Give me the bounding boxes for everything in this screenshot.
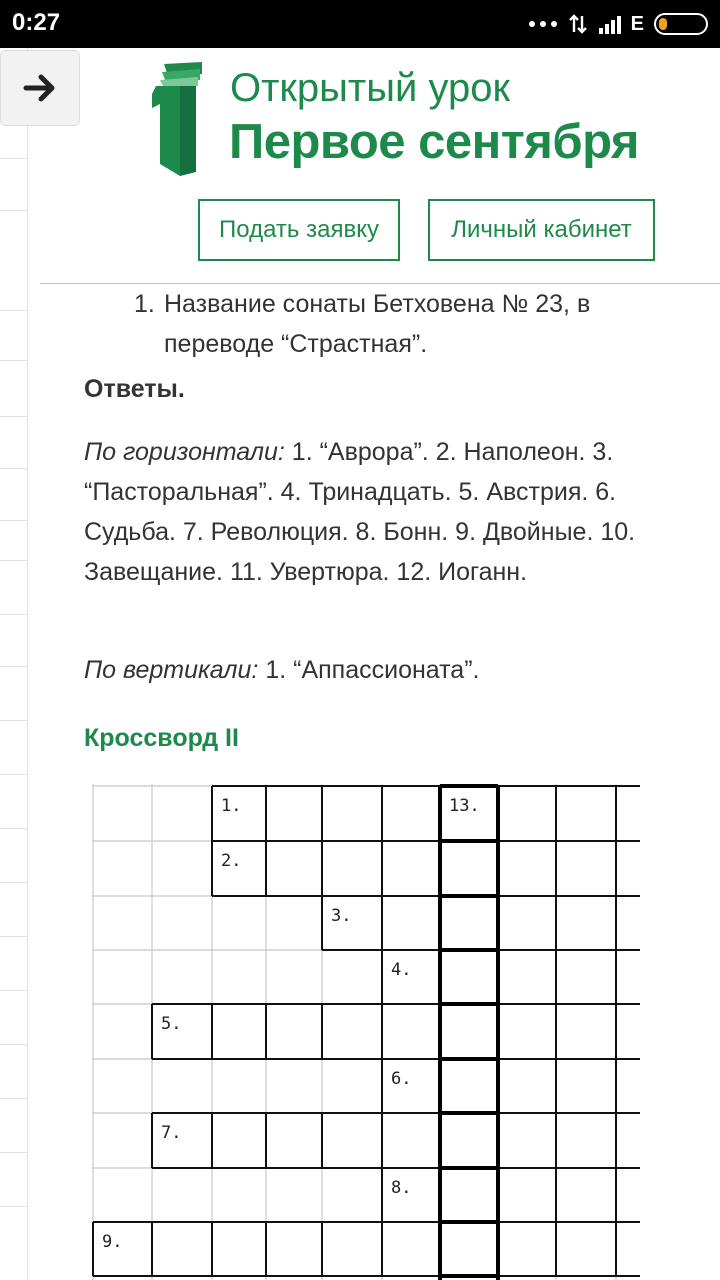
apply-button[interactable]: Подать заявку <box>198 199 400 261</box>
clue-number: 1. <box>221 796 242 816</box>
clue-number: 9. <box>102 1232 123 1252</box>
crossword-image <box>92 784 640 1280</box>
logo-title-line2: Первое сентября <box>229 115 640 169</box>
clue-number: 8. <box>391 1178 412 1198</box>
answers-vertical <box>84 650 644 690</box>
status-icons <box>529 10 708 38</box>
answers-heading: Ответы. <box>84 375 185 403</box>
status-bar <box>0 0 720 48</box>
personal-cabinet-button[interactable]: Личный кабинет <box>428 199 655 261</box>
answers-horizontal <box>84 432 644 592</box>
side-tab-rail <box>0 48 28 1280</box>
data-transfer-icon <box>567 13 589 35</box>
network-type: E <box>630 12 644 35</box>
clue-number: 6. <box>391 1069 412 1089</box>
clue-number: 13. <box>449 796 480 816</box>
logo-title-line1: Открытый урок <box>230 66 510 110</box>
signal-icon <box>599 14 621 34</box>
list-item-text: Название сонаты Бетховена № 23, в переводе “Страстная”. <box>164 290 591 358</box>
status-time: 0:27 <box>12 9 61 36</box>
battery-icon <box>654 13 708 35</box>
clue-number: 5. <box>161 1014 182 1034</box>
list-item-number: 1. <box>134 290 155 318</box>
forward-arrow-button[interactable] <box>0 50 80 126</box>
crossword-section-heading: Кроссворд II <box>84 724 239 752</box>
vertical-label: По вертикали: <box>84 656 259 684</box>
clue-number: 2. <box>221 851 242 871</box>
horizontal-answers: 1. “Аврора”. 2. Наполеон. 3. “Пасторальная”. 4. Тринадцать. 5. Австрия. 6. Судьба. 7. Революция. 8. Бонн. 9. Двойные. 10. Завещание. 11. Увертюра. 12. Иоганн. <box>84 438 636 586</box>
crossword-grid <box>92 784 640 1280</box>
arrow-right-icon <box>23 73 57 103</box>
horizontal-label: По горизонтали: <box>84 438 285 466</box>
notification-dots-icon <box>529 21 557 27</box>
clue-number: 4. <box>391 960 412 980</box>
clue-number: 3. <box>331 906 352 926</box>
vertical-answers: 1. “Аппассионата”. <box>258 656 480 684</box>
clue-number: 7. <box>161 1123 182 1143</box>
first-september-logo-icon[interactable] <box>150 60 206 176</box>
